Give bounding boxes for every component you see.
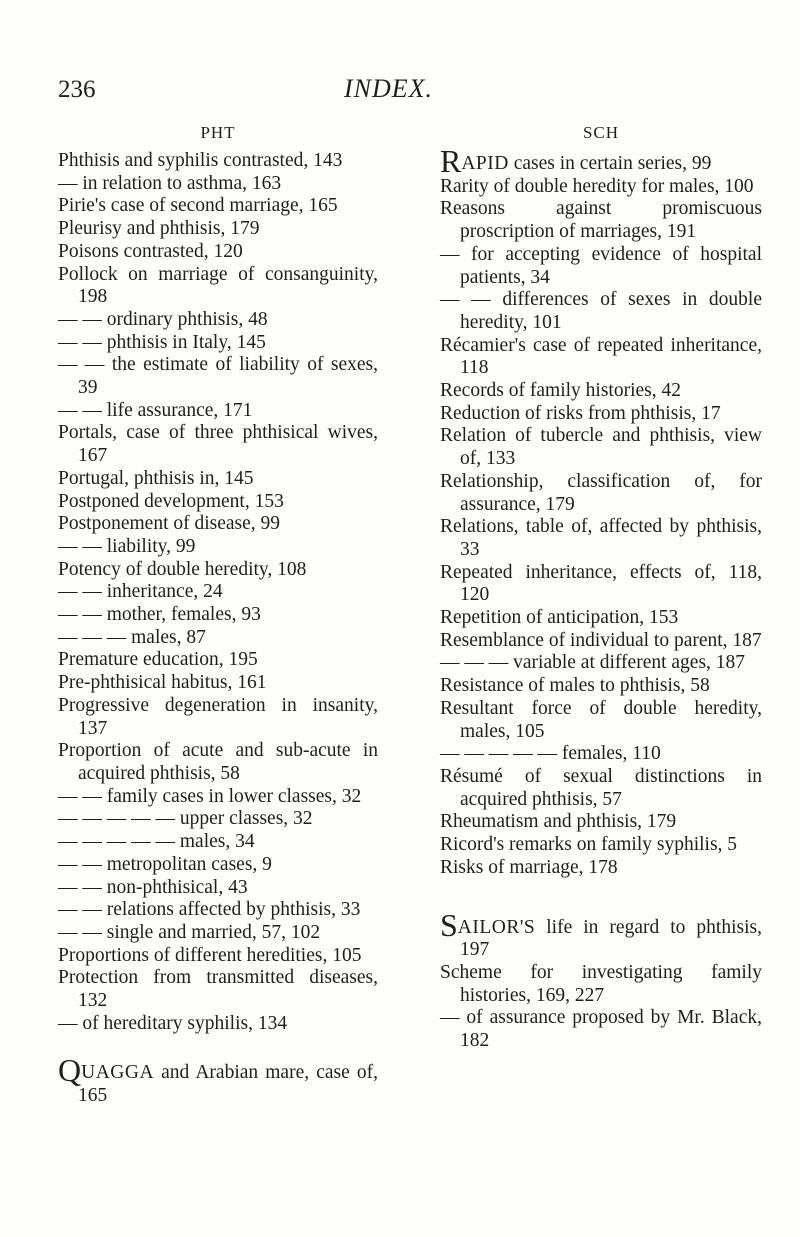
index-entry — [440, 906, 762, 962]
index-entry: — of hereditary syphilis, 134 — [58, 1012, 288, 1034]
index-entry: — — inheritance, 24 — [58, 581, 223, 603]
index-entry: — — family cases in lower classes, 32 — [58, 785, 362, 807]
index-entry: Portals, case of three phthisical wives, 167 — [58, 422, 378, 467]
index-entry: — — — males, 87 — [58, 626, 206, 648]
index-entry: — — — variable at different ages, 187 — [440, 652, 746, 674]
index-entry: Pollock on marriage of consanguinity, 198 — [58, 263, 378, 308]
running-title: INDEX. — [344, 74, 434, 103]
page-number: 236 — [58, 76, 96, 103]
index-entry — [440, 143, 762, 179]
index-column-left — [58, 122, 378, 1108]
section-first-word: APID — [461, 153, 509, 174]
entry-list — [58, 150, 378, 1035]
index-entry: Proportion of acute and sub-acute in acquired phthisis, 58 — [58, 740, 378, 784]
index-entry: Postponed development, 153 — [58, 490, 284, 512]
index-entry: Reasons against promiscuous proscription of marriages, 191 — [440, 198, 762, 243]
index-entry: — — metropolitan cases, 9 — [58, 853, 272, 875]
index-column-right — [440, 122, 762, 1053]
index-entry: Pleurisy and phthisis, 179 — [58, 218, 260, 240]
index-entry: — — differences of sexes in double heredity, 101 — [440, 289, 762, 333]
section-initial: Q — [58, 1052, 82, 1089]
index-entry: Proportions of different heredities, 105 — [58, 944, 362, 966]
index-entry: — of assurance proposed by Mr. Black, 182 — [440, 1007, 762, 1052]
index-entry: Poisons contrasted, 120 — [58, 240, 243, 262]
index-entry: Repetition of anticipation, 153 — [440, 607, 679, 629]
index-entry: — — life assurance, 171 — [58, 399, 253, 421]
index-entry: Portugal, phthisis in, 145 — [58, 467, 254, 489]
index-entry: — — — — — females, 110 — [440, 743, 661, 765]
index-entry: Pre-phthisical habitus, 161 — [58, 672, 267, 694]
section-initial: S — [440, 906, 458, 943]
index-entry: Potency of double heredity, 108 — [58, 558, 307, 580]
entry-rest: and Arabian mare, case of, 165 — [78, 1062, 378, 1107]
index-entry: — — non-phthisical, 43 — [58, 876, 248, 898]
index-entry: Reduction of risks from phthisis, 17 — [440, 402, 721, 424]
index-entry: Phthisis and syphilis contrasted, 143 — [58, 150, 343, 171]
index-entry: Progressive degeneration in insanity, 137 — [58, 694, 378, 739]
index-entry: — — relations affected by phthisis, 33 — [58, 899, 361, 921]
entry-list — [440, 962, 762, 1053]
index-entry: Resemblance of individual to parent, 187 — [440, 629, 762, 651]
entry-list — [440, 176, 762, 880]
index-entry — [58, 1052, 378, 1107]
index-entry: Relations, table of, affected by phthisis, 33 — [440, 516, 762, 560]
index-entry: Premature education, 195 — [58, 649, 258, 671]
index-entry: Resistance of males to phthisis, 58 — [440, 675, 710, 697]
entry-rest: cases in certain series, 99 — [508, 153, 712, 174]
index-entry: — — ordinary phthisis, 48 — [58, 308, 268, 330]
column-guide-word: PHT — [200, 123, 236, 142]
index-entry: Resultant force of double heredity, males, 105 — [440, 697, 762, 742]
section-gap — [58, 1035, 378, 1059]
index-entry: Protection from transmitted diseases, 132 — [58, 967, 378, 1012]
index-entry: Records of family histories, 42 — [440, 380, 681, 402]
index-entry: Résumé of sexual distinctions in acquired phthisis, 57 — [440, 765, 762, 810]
index-entry: — — single and married, 57, 102 — [58, 921, 321, 943]
index-entry: Récamier's case of repeated inheritance, 118 — [440, 334, 762, 379]
index-entry: — — mother, females, 93 — [58, 604, 261, 626]
section-first-word: AILOR'S — [457, 916, 536, 938]
index-entry: — — phthisis in Italy, 145 — [58, 331, 266, 353]
index-entry: — for accepting evidence of hospital patients, 34 — [440, 243, 762, 288]
index-entry: — — — — — males, 34 — [58, 831, 255, 853]
column-guide-word: SCH — [582, 123, 620, 142]
section-initial: R — [440, 143, 462, 179]
index-entry: Pirie's case of second marriage, 165 — [58, 195, 338, 217]
section-first-word: UAGGA — [81, 1062, 155, 1084]
index-entry: Scheme for investigating family histories, 169, 227 — [440, 961, 762, 1006]
index-entry: Risks of marriage, 178 — [440, 856, 618, 878]
index-entry: Postponement of disease, 99 — [58, 513, 281, 535]
index-entry: Repeated inheritance, effects of, 118, 120 — [440, 561, 762, 606]
section-gap — [440, 880, 762, 914]
index-entry: Relationship, classification of, for assurance, 179 — [440, 470, 762, 515]
index-entry: — in relation to asthma, 163 — [58, 172, 282, 194]
index-entry: Ricord's remarks on family syphilis, 5 — [440, 834, 738, 856]
index-entry: Relation of tubercle and phthisis, view of, 133 — [440, 425, 762, 470]
entry-rest: life in regard to phthisis, 197 — [460, 916, 762, 961]
index-entry: Rheumatism and phthisis, 179 — [440, 811, 677, 833]
index-entry: — — liability, 99 — [58, 535, 196, 557]
index-entry: — — — — — upper classes, 32 — [58, 808, 313, 830]
index-entry: — — the estimate of liability of sexes, 39 — [58, 354, 378, 399]
index-entry: Rarity of double heredity for males, 100 — [440, 175, 754, 197]
